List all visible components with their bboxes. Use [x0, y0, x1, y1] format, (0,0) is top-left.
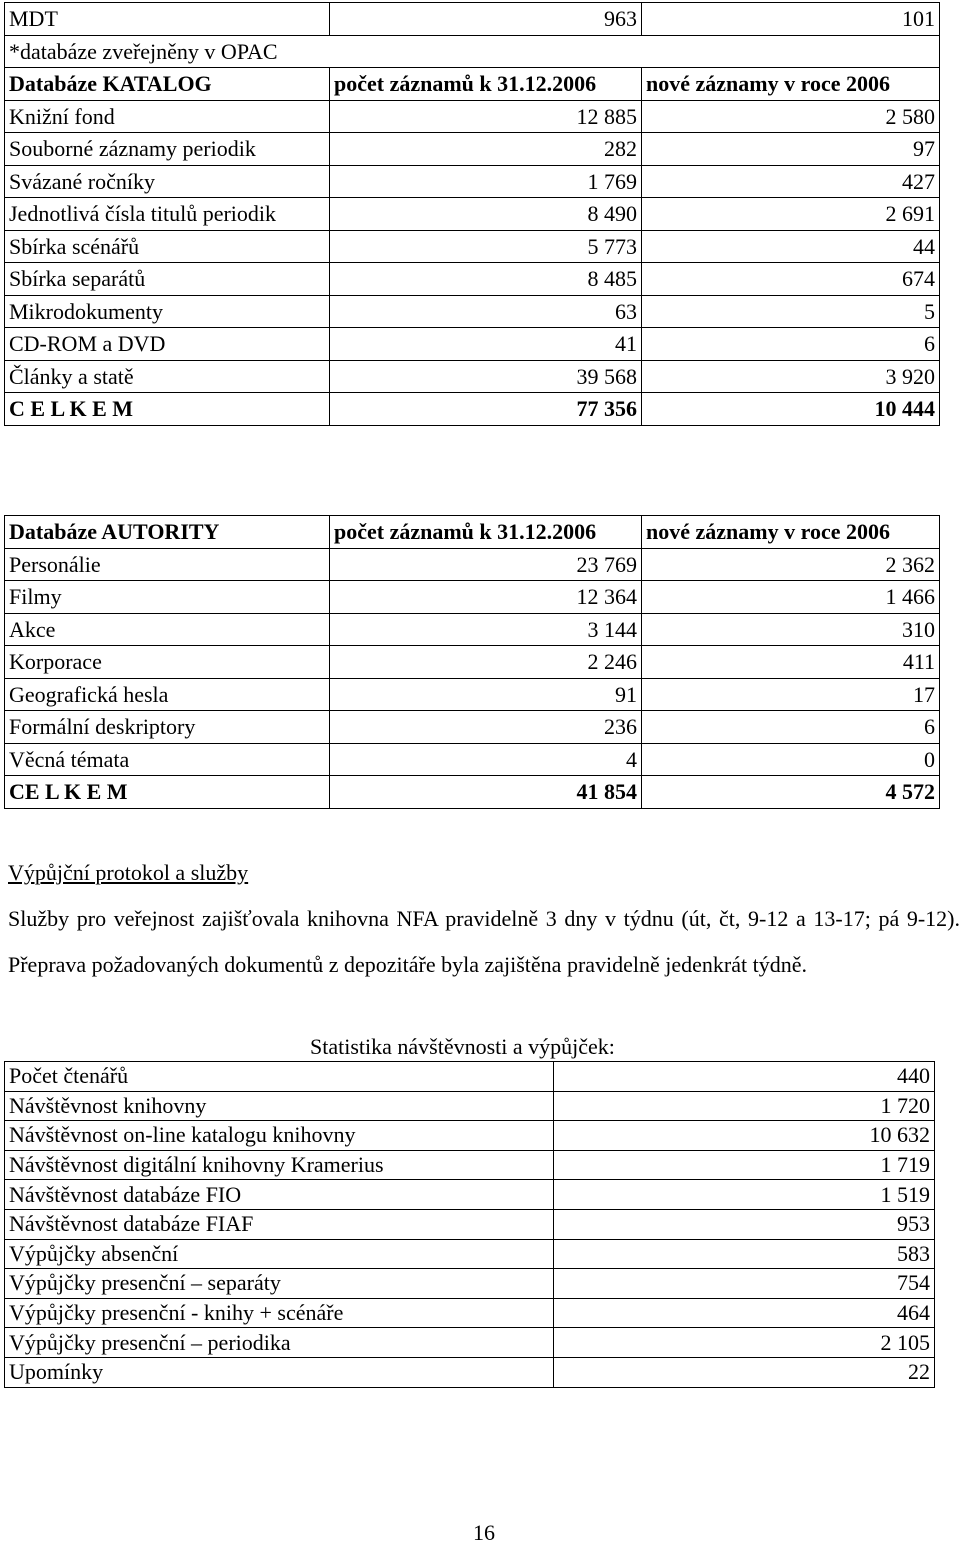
stats-row	[5, 1180, 935, 1210]
stats-row	[5, 1121, 935, 1151]
row-count: 282	[330, 133, 642, 166]
stats-table-body	[5, 1062, 935, 1388]
row-new: 427	[642, 165, 940, 198]
row-count: 63	[330, 295, 642, 328]
row-new: 5	[642, 295, 940, 328]
autority-table	[4, 515, 940, 809]
table-row	[5, 743, 940, 776]
stats-label: Výpůjčky presenční – separáty	[5, 1269, 554, 1299]
row-label: Filmy	[5, 581, 330, 614]
row-new: 10 444	[642, 393, 940, 426]
page-number: 16	[473, 1520, 495, 1545]
stats-table	[4, 1061, 935, 1388]
opac-note: *databáze zveřejněny v OPAC	[5, 35, 940, 68]
table-row	[5, 646, 940, 679]
stats-value: 440	[554, 1062, 935, 1092]
row-count: 77 356	[330, 393, 642, 426]
stats-row	[5, 1062, 935, 1092]
row-new: 44	[642, 230, 940, 263]
row-label: Korporace	[5, 646, 330, 679]
row-count: 2 246	[330, 646, 642, 679]
row-count: 963	[330, 3, 642, 36]
stats-label: Návštěvnost databáze FIO	[5, 1180, 554, 1210]
row-label: Personálie	[5, 548, 330, 581]
row-count: 12 885	[330, 100, 642, 133]
stats-value: 22	[554, 1357, 935, 1387]
header-count: počet záznamů k 31.12.2006	[330, 516, 642, 549]
stats-caption: Statistika návštěvnosti a výpůjček:	[310, 1034, 615, 1059]
row-label: Formální deskriptory	[5, 711, 330, 744]
stats-label: Návštěvnost knihovny	[5, 1091, 554, 1121]
row-count: 236	[330, 711, 642, 744]
row-count: 3 144	[330, 613, 642, 646]
row-label: C E L K E M	[5, 393, 330, 426]
row-new: 0	[642, 743, 940, 776]
row-new: 411	[642, 646, 940, 679]
row-new: 2 362	[642, 548, 940, 581]
row-count: 23 769	[330, 548, 642, 581]
table-row	[5, 263, 940, 296]
table-row	[5, 198, 940, 231]
header-new: nové záznamy v roce 2006	[642, 516, 940, 549]
katalog-table-body	[5, 3, 940, 426]
stats-label: Návštěvnost on-line katalogu knihovny	[5, 1121, 554, 1151]
stats-value: 2 105	[554, 1328, 935, 1358]
row-label: Svázané ročníky	[5, 165, 330, 198]
autority-header-row	[5, 516, 940, 549]
stats-value: 464	[554, 1298, 935, 1328]
table-row	[5, 133, 940, 166]
stats-row	[5, 1150, 935, 1180]
stats-value: 583	[554, 1239, 935, 1269]
stats-row	[5, 1357, 935, 1387]
autority-table-body	[5, 516, 940, 809]
row-label: Souborné záznamy periodik	[5, 133, 330, 166]
table-row	[5, 613, 940, 646]
row-new: 2 691	[642, 198, 940, 231]
stats-label: Výpůjčky presenční – periodika	[5, 1328, 554, 1358]
table-row	[5, 3, 940, 36]
stats-row	[5, 1239, 935, 1269]
table-row	[5, 328, 940, 361]
stats-value: 953	[554, 1209, 935, 1239]
row-new: 97	[642, 133, 940, 166]
row-label: CD-ROM a DVD	[5, 328, 330, 361]
stats-label: Výpůjčky absenční	[5, 1239, 554, 1269]
row-count: 8 485	[330, 263, 642, 296]
table-row	[5, 295, 940, 328]
services-heading: Výpůjční protokol a služby	[8, 860, 249, 885]
stats-label: Upomínky	[5, 1357, 554, 1387]
stats-label: Návštěvnost databáze FIAF	[5, 1209, 554, 1239]
stats-value: 754	[554, 1269, 935, 1299]
row-label: Akce	[5, 613, 330, 646]
row-new: 101	[642, 3, 940, 36]
table-row	[5, 548, 940, 581]
stats-value: 1 719	[554, 1150, 935, 1180]
row-new: 6	[642, 711, 940, 744]
header-label: Databáze AUTORITY	[5, 516, 330, 549]
row-label: Mikrodokumenty	[5, 295, 330, 328]
header-new: nové záznamy v roce 2006	[642, 68, 940, 101]
row-count: 12 364	[330, 581, 642, 614]
stats-label: Výpůjčky presenční - knihy + scénáře	[5, 1298, 554, 1328]
row-new: 17	[642, 678, 940, 711]
stats-value: 10 632	[554, 1121, 935, 1151]
row-label: MDT	[5, 3, 330, 36]
row-count: 41 854	[330, 776, 642, 809]
row-count: 5 773	[330, 230, 642, 263]
stats-value: 1 720	[554, 1091, 935, 1121]
table-row	[5, 165, 940, 198]
row-new: 6	[642, 328, 940, 361]
row-label: Sbírka separátů	[5, 263, 330, 296]
table-row	[5, 100, 940, 133]
table-row	[5, 711, 940, 744]
stats-row	[5, 1091, 935, 1121]
row-new: 674	[642, 263, 940, 296]
stats-label: Návštěvnost digitální knihovny Kramerius	[5, 1150, 554, 1180]
row-new: 310	[642, 613, 940, 646]
table-row	[5, 678, 940, 711]
row-new: 1 466	[642, 581, 940, 614]
katalog-table	[4, 2, 940, 426]
services-paragraph: Služby pro veřejnost zajišťovala knihovna NFA pravidelně 3 dny v týdnu (út, čt, 9-12 a 13-17; pá 9-12). Přeprava požadovaných dokumentů z depozitáře byla zajištěna pravidelně jedenkrát týdně.	[8, 906, 960, 977]
stats-row	[5, 1209, 935, 1239]
row-label: Články a statě	[5, 360, 330, 393]
row-label: Věcná témata	[5, 743, 330, 776]
row-count: 1 769	[330, 165, 642, 198]
row-count: 4	[330, 743, 642, 776]
header-label: Databáze KATALOG	[5, 68, 330, 101]
row-new: 3 920	[642, 360, 940, 393]
table-row	[5, 230, 940, 263]
stats-value: 1 519	[554, 1180, 935, 1210]
row-label: Geografická hesla	[5, 678, 330, 711]
stats-row	[5, 1269, 935, 1299]
row-label: Knižní fond	[5, 100, 330, 133]
row-label: CE L K E M	[5, 776, 330, 809]
katalog-total-row	[5, 393, 940, 426]
stats-label: Počet čtenářů	[5, 1062, 554, 1092]
row-label: Sbírka scénářů	[5, 230, 330, 263]
row-new: 4 572	[642, 776, 940, 809]
table-row	[5, 581, 940, 614]
row-count: 91	[330, 678, 642, 711]
katalog-header-row	[5, 68, 940, 101]
autority-total-row	[5, 776, 940, 809]
row-new: 2 580	[642, 100, 940, 133]
opac-note-row	[5, 35, 940, 68]
row-count: 8 490	[330, 198, 642, 231]
stats-row	[5, 1298, 935, 1328]
header-count: počet záznamů k 31.12.2006	[330, 68, 642, 101]
row-count: 41	[330, 328, 642, 361]
row-count: 39 568	[330, 360, 642, 393]
stats-row	[5, 1328, 935, 1358]
row-label: Jednotlivá čísla titulů periodik	[5, 198, 330, 231]
table-row	[5, 360, 940, 393]
